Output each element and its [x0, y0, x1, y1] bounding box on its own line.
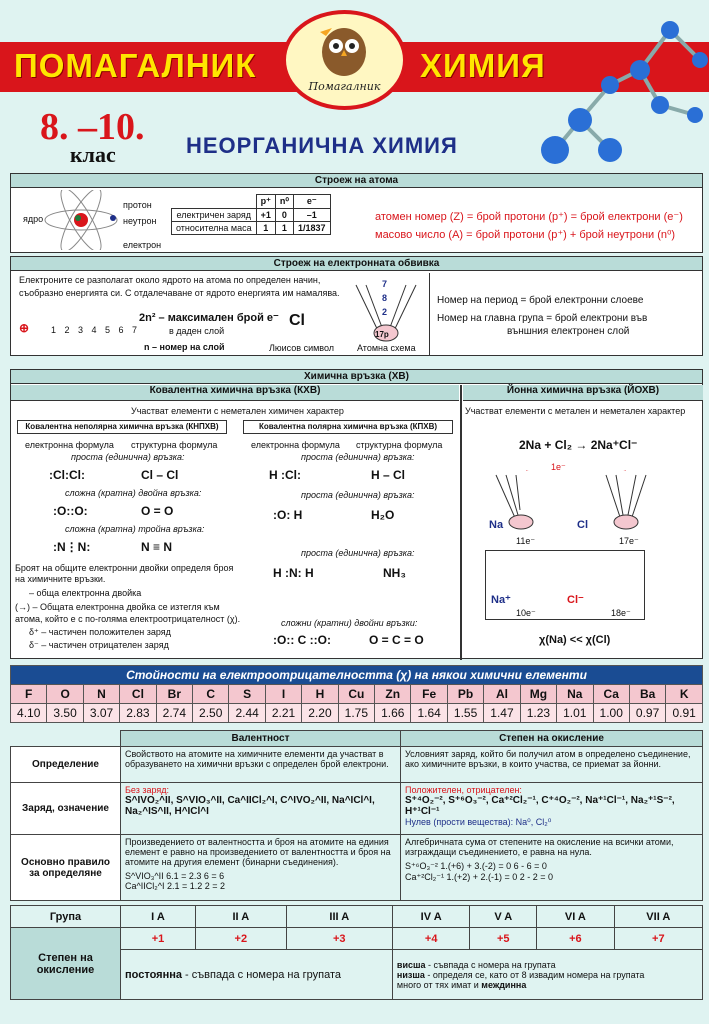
n2-el: :N⋮N: — [53, 540, 91, 554]
oxidation-example-2: Ca⁺²Cl₂⁻¹ 1.(+2) + 2.(-1) = 0 2 - 2 = 0 — [405, 872, 554, 882]
group-name: III A — [286, 906, 392, 928]
col-neutron: n⁰ — [275, 195, 293, 209]
scheme-label: Атомна схема — [357, 343, 416, 353]
group-name: IV A — [392, 906, 470, 928]
row-name: електричен заряд — [172, 209, 257, 222]
low-label: низша — [396, 969, 425, 980]
oxidation-rule: Алгебричната сума от степените на окисление на всички атоми, изграждащи съединението, е равна на нула. — [405, 837, 674, 857]
valence-definition: Свойството на атомите на химичните елементи да участват в образуването на химични връзки с определен брой електрони. — [121, 747, 401, 783]
element-value: 4.10 — [11, 704, 47, 723]
row-charge: Заряд, означение — [11, 783, 121, 835]
charge-zero: Нулев (прости вещества): Na⁰, Cl₂⁰ — [405, 817, 552, 827]
na-ion: Na⁺ — [491, 594, 511, 606]
covalent-heading: Ковалентна химична връзка (КХВ) — [11, 385, 459, 401]
cell: –1 — [293, 209, 330, 222]
covalent-desc: Участват елементи с неметален химичен характер — [131, 406, 344, 416]
cl-electrons: 17e⁻ — [619, 536, 639, 546]
cl-ion-electrons: 18e⁻ — [611, 608, 631, 618]
element-symbol: Fe — [411, 685, 447, 704]
bond-note-1: Броят на общите електронни двойки определя броя — [15, 563, 234, 573]
mid-label: междинна — [481, 979, 527, 990]
element-value: 2.44 — [229, 704, 265, 723]
bond-note-7: δ⁻ – частичен отрицателен заряд — [29, 640, 169, 650]
shell-text-1: Електроните се разполагат около ядрото на атома по определен начин, — [19, 275, 321, 285]
atom-label-electron: електрон — [123, 240, 162, 250]
plus-icon: ⊕ — [19, 321, 30, 335]
valence-table — [10, 730, 703, 901]
group-rule-1: Номер на главна група = брой електрони във — [437, 313, 648, 324]
element-value: 1.64 — [411, 704, 447, 723]
atom-section — [10, 173, 703, 253]
co2-label: сложни (кратни) двойни връзки: — [281, 618, 418, 628]
charge-none-examples: S^IVO₂^II, S^VIO₃^II, Ca^IICl₂^I, C^IVO₂^II, Na^ICl^I, Na₂^IS^II, H^ICl^I — [125, 795, 375, 817]
bond-note-4: (→) – Общата електронна двойка се изтегля към — [15, 602, 220, 612]
shell-num-7: 7 — [382, 279, 388, 289]
cell: 1/1837 — [293, 222, 330, 235]
cl2-structure: Cl – Cl — [141, 468, 179, 482]
charge-none-label: Без заряд: — [125, 785, 170, 795]
element-symbol: Ca — [593, 685, 629, 704]
cl-ion: Cl⁻ — [567, 594, 584, 606]
bond-note-5: атома, който е с по-голяма електроотрицателност (χ). — [15, 614, 241, 624]
cl2-el: :Cl:Cl: — [49, 468, 85, 482]
constant-label: постоянна — [125, 968, 182, 981]
grade-sub: клас — [70, 142, 116, 167]
nucleus-label: 17p — [375, 330, 389, 339]
charge-signed-label: Положителен, отрицателен: — [405, 785, 522, 795]
element-symbol: Cu — [338, 685, 374, 704]
banner-left-word: ПОМАГАЛНИК — [14, 47, 257, 84]
electronegativity-heading: Стойности на електроотрицателността (χ) на някои химични елементи — [11, 666, 703, 685]
constant-cell — [121, 950, 393, 1000]
atom-label-nucleus: ядро — [23, 214, 44, 224]
o2-structure: O = O — [141, 504, 174, 518]
group-name: VI A — [537, 906, 615, 928]
atom-label-neutron: неутрон — [123, 216, 157, 226]
high-desc: - съвпада с номера на групата — [428, 959, 556, 970]
element-value: 3.50 — [47, 704, 83, 723]
atom-heading: Строеж на атома — [11, 174, 702, 188]
divider — [429, 273, 430, 355]
shell-num-8: 8 — [382, 293, 388, 303]
element-value: 1.66 — [375, 704, 411, 723]
co2-el: :O:: C ::O: — [273, 633, 331, 647]
oxidation-label: Степен на окисление — [11, 928, 121, 1000]
valence-example-1: S^VIO₃^II 6.1 = 2.3 6 = 6 — [125, 871, 225, 881]
nh3-el: H :N: H — [273, 566, 314, 580]
low-desc: - определя се, като от 8 извадим номера на групата — [427, 969, 645, 980]
electron-transfer-label: 1e⁻ — [551, 462, 566, 472]
group-name: I A — [121, 906, 196, 928]
na-electrons: 11e⁻ — [516, 536, 536, 546]
simple-label: проста (единична) връзка: — [301, 452, 415, 462]
group-name: V A — [470, 906, 537, 928]
element-symbol: Pb — [447, 685, 483, 704]
group-oxidation: +5 — [470, 928, 537, 950]
el-formula-label: електронна формула — [25, 440, 114, 450]
bond-section — [10, 369, 703, 659]
variable-cell — [392, 950, 702, 1000]
element-value: 0.97 — [629, 704, 665, 723]
nonpolar-heading: Ковалентна неполярна химична връзка (КНПХВ) — [17, 420, 227, 434]
element-symbol: S — [229, 685, 265, 704]
valence-col-head: Валентност — [121, 731, 401, 747]
cell: 0 — [275, 209, 293, 222]
shell-text-2: съобразно енергията си. С отдалечаване от ядрото енергията им намалява. — [19, 288, 340, 298]
row-definition: Определение — [11, 747, 121, 783]
element-symbol: N — [83, 685, 119, 704]
nh3-structure: NH₃ — [383, 566, 406, 580]
logo-text: Помагалник — [308, 80, 381, 93]
many-text: много от тях имат и — [396, 979, 479, 990]
cell: +1 — [256, 209, 275, 222]
str-formula-label: структурна формула — [356, 440, 443, 450]
cell: 1 — [275, 222, 293, 235]
electronegativity-table — [10, 665, 703, 723]
ionic-desc: Участват елементи с метален и неметален характер — [465, 406, 686, 416]
constant-desc: - съвпада с номера на групата — [185, 968, 341, 981]
group-rule-2: външния електронен слой — [507, 326, 630, 337]
particle-table — [171, 194, 331, 235]
co2-structure: O = C = O — [369, 633, 424, 647]
oxidation-col-head: Степен на окисление — [401, 731, 703, 747]
period-rule: Номер на период = брой електронни слоеве — [437, 295, 644, 306]
element-value: 2.50 — [193, 704, 229, 723]
col-electron: e⁻ — [293, 195, 330, 209]
h2o-el: :O: H — [273, 508, 303, 522]
element-value: 1.00 — [593, 704, 629, 723]
atom-label-proton: протон — [123, 200, 152, 210]
col-proton: p⁺ — [256, 195, 275, 209]
shell-formula-2: в даден слой — [169, 326, 225, 336]
element-symbol: Ba — [629, 685, 665, 704]
element-value: 2.20 — [302, 704, 338, 723]
element-value: 1.47 — [484, 704, 520, 723]
high-label: висша — [396, 959, 426, 970]
bond-note-3: – обща електронна двойка — [29, 588, 142, 598]
el-formula-label: електронна формула — [251, 440, 340, 450]
polar-heading: Ковалентна полярна химична връзка (КПХВ) — [243, 420, 453, 434]
element-value: 1.55 — [447, 704, 483, 723]
row-name: относителна маса — [172, 222, 257, 235]
group-table — [10, 905, 703, 1000]
valence-rule-cell — [121, 835, 401, 901]
simple-label: проста (единична) връзка: — [301, 490, 415, 500]
owl-logo — [282, 10, 407, 110]
shell-n-desc: n – номер на слой — [144, 342, 225, 352]
cell: 1 — [256, 222, 275, 235]
shell-heading: Строеж на електронната обвивка — [11, 257, 702, 271]
element-value: 1.01 — [557, 704, 593, 723]
element-value: 3.07 — [83, 704, 119, 723]
formula-atomic-number: атомен номер (Z) = брой протони (p⁺) = брой електрони (e⁻) — [375, 211, 683, 223]
bond-note-2: на химичните връзки. — [15, 574, 106, 584]
element-symbol: Na — [557, 685, 593, 704]
bond-note-6: δ⁺ – частичен положителен заряд — [29, 627, 171, 637]
cl-atom: Cl — [577, 519, 588, 531]
na-atom: Na — [489, 519, 504, 531]
element-value: 1.75 — [338, 704, 374, 723]
element-symbol: Mg — [520, 685, 556, 704]
valence-charge-cell — [121, 783, 401, 835]
oxidation-rule-cell — [401, 835, 703, 901]
n2-structure: N ≡ N — [141, 540, 173, 554]
element-symbol: O — [47, 685, 83, 704]
element-symbol: Br — [156, 685, 192, 704]
bond-heading: Химична връзка (ХВ) — [11, 370, 702, 384]
group-oxidation: +6 — [537, 928, 615, 950]
molecule-icon — [520, 10, 709, 200]
group-oxidation: +3 — [286, 928, 392, 950]
element-symbol: F — [11, 685, 47, 704]
group-name: II A — [195, 906, 286, 928]
element-value: 1.23 — [520, 704, 556, 723]
shell-num-2: 2 — [382, 307, 388, 317]
oxidation-charge-cell — [401, 783, 703, 835]
oxidation-example-1: S⁺⁶O₃⁻² 1.(+6) + 3.(-2) = 0 6 - 6 = 0 — [405, 861, 547, 871]
group-oxidation: +4 — [392, 928, 470, 950]
shell-section — [10, 256, 703, 356]
group-oxidation: +7 — [614, 928, 702, 950]
banner-right-word: ХИМИЯ — [420, 47, 546, 84]
o2-el: :O::O: — [53, 504, 88, 518]
row-rule: Основно правило за определяне — [11, 835, 121, 901]
page-title: НЕОРГАНИЧНА ХИМИЯ — [186, 133, 458, 158]
element-value: 0.91 — [666, 704, 703, 723]
element-symbol: H — [302, 685, 338, 704]
element-symbol: I — [265, 685, 301, 704]
element-symbol: Cl — [120, 685, 156, 704]
element-value: 2.83 — [120, 704, 156, 723]
triple-label: сложна (кратна) тройна връзка: — [65, 524, 205, 534]
valence-example-2: Ca^IICl₂^I 2.1 = 1.2 2 = 2 — [125, 881, 225, 891]
str-formula-label: структурна формула — [131, 440, 218, 450]
group-label: Група — [11, 906, 121, 928]
element-symbol: K — [666, 685, 703, 704]
grade: 8. –10. — [40, 106, 145, 148]
lewis-symbol: Cl — [289, 312, 305, 329]
simple-label: проста (единична) връзка: — [71, 452, 185, 462]
element-symbol: C — [193, 685, 229, 704]
element-value: 2.74 — [156, 704, 192, 723]
h2o-structure: H₂O — [371, 508, 395, 522]
chi-compare: χ(Na) << χ(Cl) — [539, 634, 611, 646]
group-oxidation: +1 — [121, 928, 196, 950]
shell-numbers: 1 2 3 4 5 6 7 — [51, 325, 141, 335]
divider — [460, 385, 462, 660]
double-label: сложна (кратна) двойна връзка: — [65, 488, 202, 498]
oxidation-definition: Условният заряд, който би получил атом в определено съединение, ако химичните връзки, в които участва, се приемат за йонни. — [401, 747, 703, 783]
element-value: 2.21 — [265, 704, 301, 723]
shell-formula: 2n² – максимален брой e⁻ — [139, 312, 279, 324]
ionic-reaction: 2Na + Cl₂ → 2Na⁺Cl⁻ — [519, 438, 638, 452]
formula-mass-number: масово число (A) = брой протони (p⁺) + брой неутрони (n⁰) — [375, 229, 676, 241]
na-ion-electrons: 10e⁻ — [516, 608, 536, 618]
hcl-structure: H – Cl — [371, 468, 406, 482]
element-symbol: Al — [484, 685, 520, 704]
hcl-el: H :Cl: — [269, 468, 301, 482]
simple-label: проста (единична) връзка: — [301, 548, 415, 558]
lewis-label: Люисов символ — [269, 343, 335, 353]
group-name: VII A — [614, 906, 702, 928]
group-oxidation: +2 — [195, 928, 286, 950]
element-symbol: Zn — [375, 685, 411, 704]
valence-rule: Произведението от валентността и броя на атомите на единия елемент е равно на произведението от валентността и броя на атомите на другия елемент (бинарни съединения). — [125, 837, 391, 867]
atom-icon — [41, 190, 121, 250]
charge-signed-examples: S⁺⁴O₂⁻², S⁺⁶O₃⁻², Ca⁺²Cl₂⁻¹, C⁺⁴O₂⁻², Na⁺¹Cl⁻¹, Na₂⁺¹S⁻², H⁺¹Cl⁻¹ — [405, 795, 675, 817]
ionic-heading: Йонна химична връзка (ЙОХВ) — [463, 385, 703, 401]
